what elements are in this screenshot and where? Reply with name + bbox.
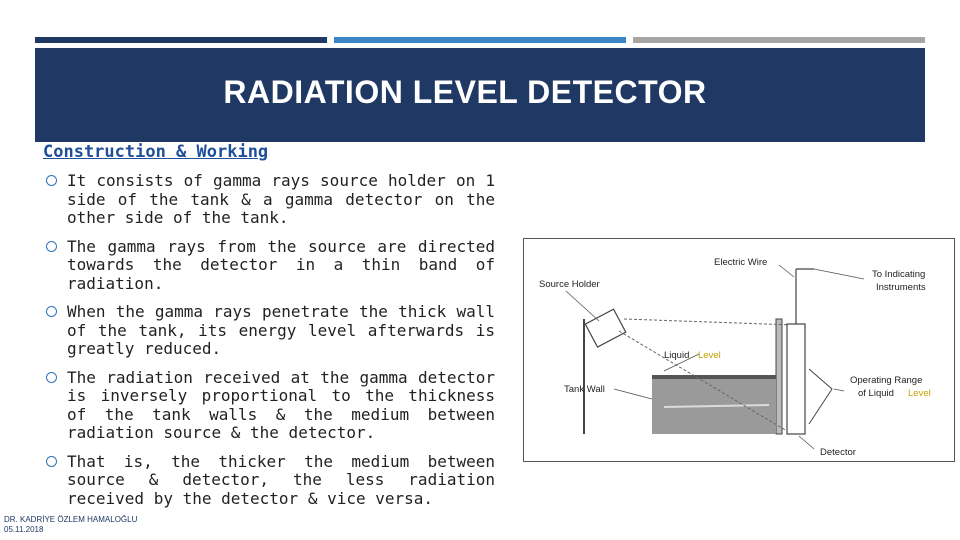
label-level-2: Level (908, 388, 931, 399)
radiation-beam-upper (624, 319, 794, 325)
subheading: Construction & Working (43, 142, 269, 162)
label-to-indicating: To Indicating (872, 269, 926, 280)
bullet-item (43, 369, 495, 443)
bullet-ring-icon (46, 372, 57, 383)
bullet-ring-icon (46, 175, 57, 186)
label-liquid: Liquid (664, 350, 690, 361)
operating-range-bracket (809, 369, 832, 424)
bullet-list (43, 172, 495, 518)
leader-detector (799, 436, 814, 449)
footer-date: 05.11.2018 (4, 525, 44, 534)
tank-wall-right (776, 319, 782, 434)
slide-title: RADIATION LEVEL DETECTOR (223, 74, 707, 110)
label-instruments: Instruments (876, 282, 926, 293)
label-electric-wire: Electric Wire (714, 257, 768, 268)
bullet-ring-icon (46, 241, 57, 252)
accent-bar-gray (633, 37, 925, 43)
label-level: Level (698, 350, 721, 361)
bullet-ring-icon (46, 306, 57, 317)
accent-bar-blue (334, 37, 626, 43)
bullet-text: The gamma rays from the source are directed towards the detector in a thin band of radiation. (67, 236, 495, 293)
bullet-item (43, 453, 495, 509)
label-operating-range: Operating Range (850, 375, 923, 386)
source-holder-icon (585, 309, 625, 347)
level-detector-diagram (523, 238, 955, 462)
footer-author: DR. KADRİYE ÖZLEM HAMALOĞLU (4, 515, 138, 524)
detector-body (787, 324, 805, 434)
bullet-item (43, 172, 495, 228)
leader-tank-wall (614, 389, 652, 399)
leader-wire (779, 265, 794, 277)
liquid-surface (652, 375, 776, 379)
bullet-text: When the gamma rays penetrate the thick wall of the tank, its energy level afterwards is greatly reduced. (67, 302, 495, 358)
bullet-item (43, 303, 495, 359)
bullet-ring-icon (46, 456, 57, 467)
bullet-text: That is, the thicker the medium between source & detector, the less radiation received by the detector & vice versa. (67, 451, 495, 508)
label-detector: Detector (820, 447, 856, 458)
label-tank-wall: Tank Wall (564, 384, 605, 395)
leader-instruments (814, 269, 864, 279)
label-of-liquid: of Liquid (858, 388, 894, 399)
label-source-holder: Source Holder (539, 279, 600, 290)
footer (4, 515, 137, 535)
leader-range (834, 389, 844, 391)
diagram-svg (524, 239, 954, 461)
bullet-text: It consists of gamma rays source holder on 1 side of the tank & a gamma detector on the other side of the tank. (67, 171, 495, 227)
bullet-item (43, 238, 495, 294)
bullet-text: The radiation received at the gamma detector is inversely proportional to the thickness of the tank walls & the medium between radiation source & the detector. (67, 367, 495, 442)
accent-bar-dark (35, 37, 327, 43)
leader-source (566, 291, 599, 321)
